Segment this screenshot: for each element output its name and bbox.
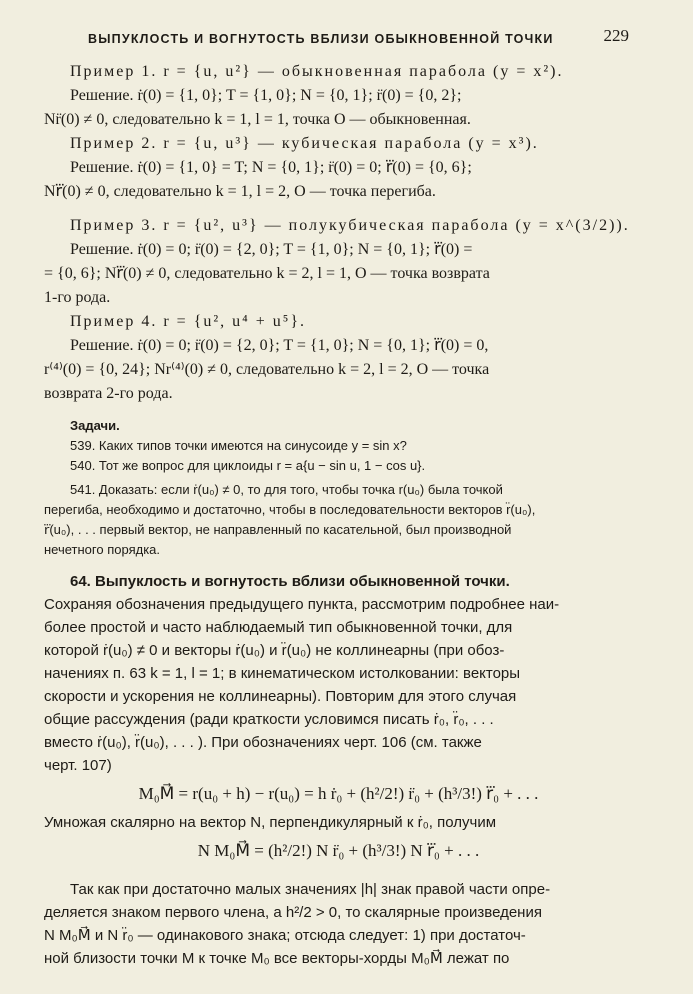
- task-541: 541. Доказать: если ṙ(u₀) ≠ 0, то для того, чтобы точка r(u₀) была точкой: [70, 482, 503, 497]
- section-line-7: вместо ṙ(u₀), r̈(u₀), . . . ). При обозначениях черт. 106 (см. также: [44, 734, 482, 751]
- example-3-title: Пример 3. r = {u², u³} — полукубическая парабола (y = x^(3/2)).: [70, 217, 630, 234]
- page-header: [44, 26, 633, 56]
- section-line-2: более простой и часто наблюдаемый тип обыкновенной точки, для: [44, 619, 513, 636]
- section-heading: 64. Выпуклость и вогнутость вблизи обыкновенной точки.: [70, 573, 510, 590]
- equation-scalar-product: N M₀M⃗ = (h²/2!) N r̈₀ + (h³/3!) N r⃛₀ + . . .: [197, 841, 480, 860]
- example-3-solution: Решение. ṙ(0) = 0; r̈(0) = {2, 0}; T = {1, 0}; N = {0, 1}; r⃛(0) =: [70, 241, 473, 258]
- equation-expansion: M₀M⃗ = r(u₀ + h) − r(u₀) = h ṙ₀ + (h²/2!) r̈₀ + (h³/3!) r⃛₀ + . . .: [138, 784, 539, 803]
- task-541-cont-2: r⃛(u₀), . . . первый вектор, не направленный по касательной, был производной: [44, 522, 512, 537]
- mid-line: Умножая скалярно на вектор N, перпендикулярный к ṙ₀, получим: [44, 814, 497, 831]
- task-541-cont-3: нечетного порядка.: [44, 542, 161, 557]
- section-line-6: общие рассуждения (ради краткости условимся писать ṙ₀, r̈₀, . . .: [44, 711, 494, 728]
- example-3-conclusion: 1-го рода.: [44, 289, 111, 306]
- closing-paragraph: [44, 878, 633, 970]
- tasks-block: [44, 416, 633, 560]
- example-2-conclusion: Nr⃛(0) ≠ 0, следовательно k = 1, l = 2, O — точка перегиба.: [44, 183, 436, 200]
- section-line-5: скорости и ускорения не коллинеарны). Повторим для этого случая: [44, 688, 517, 705]
- example-2-title: Пример 2. r = {u, u³} — кубическая парабола (y = x³).: [70, 135, 539, 152]
- tasks-title: Задачи.: [70, 418, 120, 433]
- example-1-conclusion: Nr̈(0) ≠ 0, следовательно k = 1, l = 1, точка O — обыкновенная.: [44, 111, 471, 128]
- section-line-3: которой ṙ(u₀) ≠ 0 и векторы ṙ(u₀) и r̈(u₀) не коллинеарны (при обоз-: [44, 642, 505, 659]
- section-line-8: черт. 107): [44, 757, 112, 774]
- running-title: ВЫПУКЛОСТЬ И ВОГНУТОСТЬ ВБЛИЗИ ОБЫКНОВЕННОЙ ТОЧКИ: [88, 32, 554, 46]
- example-1-title: Пример 1. r = {u, u²} — обыкновенная парабола (y = x²).: [70, 63, 564, 80]
- example-4-conclusion: возврата 2-го рода.: [44, 385, 173, 402]
- example-2-solution: Решение. ṙ(0) = {1, 0} = T; N = {0, 1}; r̈(0) = 0; r⃛(0) = {0, 6};: [70, 159, 472, 176]
- task-541-cont-1: перегиба, необходимо и достаточно, чтобы в последовательности векторов r̈(u₀),: [44, 502, 536, 517]
- section-64: [44, 570, 633, 777]
- closing-line-3: N M₀M⃗ и N r̈₀ — одинакового знака; отсюда следует: 1) при достаточ-: [44, 927, 526, 944]
- example-4-solution: Решение. ṙ(0) = 0; r̈(0) = {2, 0}; T = {1, 0}; N = {0, 1}; r⃛(0) = 0,: [70, 337, 489, 354]
- closing-line-1: Так как при достаточно малых значениях |h| знак правой части опре-: [70, 881, 551, 898]
- example-4-solution-cont: r⁽⁴⁾(0) = {0, 24}; Nr⁽⁴⁾(0) ≠ 0, следовательно k = 2, l = 2, O — точка: [44, 361, 490, 378]
- section-line-4: начениях п. 63 k = 1, l = 1; в кинематическом истолковании: векторы: [44, 665, 521, 682]
- task-539: 539. Каких типов точки имеются на синусоиде y = sin x?: [70, 438, 407, 453]
- closing-line-4: ной близости точки M к точке M₀ все векторы-хорды M₀M⃗ лежат по: [44, 950, 510, 967]
- examples-block: [44, 60, 633, 406]
- page-number: 229: [603, 26, 629, 45]
- example-1-solution: Решение. ṙ(0) = {1, 0}; T = {1, 0}; N = {0, 1}; r̈(0) = {0, 2};: [70, 87, 462, 104]
- example-3-solution-cont: = {0, 6}; Nr⃛(0) ≠ 0, следовательно k = 2, l = 1, O — точка возврата: [44, 265, 490, 282]
- closing-line-2: деляется знаком первого члена, а h²/2 > 0, то скалярные произведения: [44, 904, 542, 921]
- section-line-1: Сохраняя обозначения предыдущего пункта, рассмотрим подробнее наи-: [44, 596, 560, 613]
- example-4-title: Пример 4. r = {u², u⁴ + u⁵}.: [70, 313, 307, 330]
- task-540: 540. Тот же вопрос для циклоиды r = a{u − sin u, 1 − cos u}.: [70, 458, 426, 473]
